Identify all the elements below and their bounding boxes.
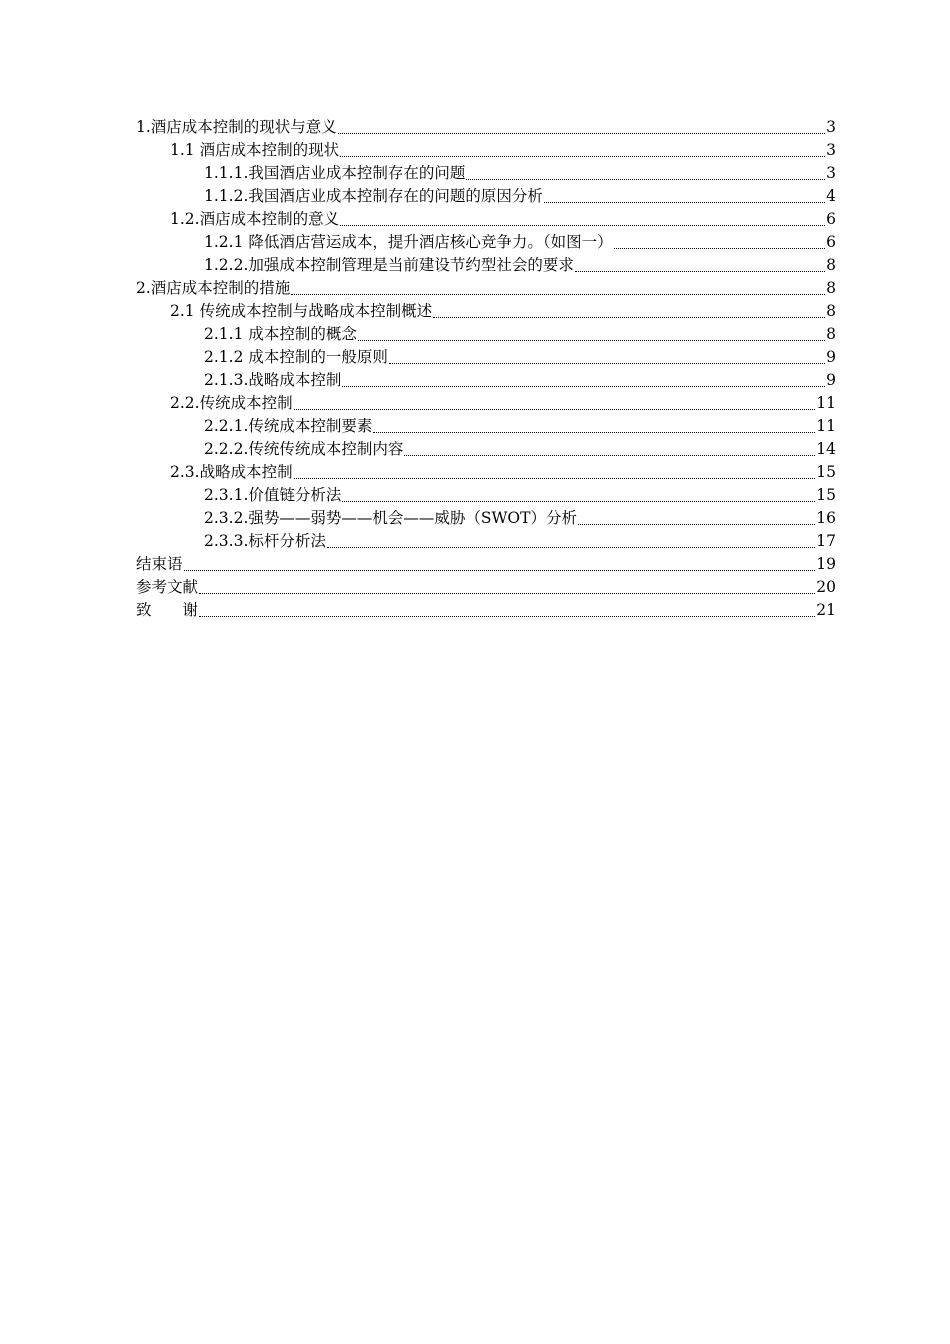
toc-entry-page: 8 xyxy=(826,279,836,297)
toc-entry-page: 15 xyxy=(816,486,836,504)
toc-dot-leader xyxy=(338,133,825,134)
toc-entry-title: 2.1.2 成本控制的一般原则 xyxy=(204,348,388,366)
toc-entry-title: 2.2.2.传统传统成本控制内容 xyxy=(204,440,404,458)
toc-entry-title: 1.2.2.加强成本控制管理是当前建设节约型社会的要求 xyxy=(204,256,574,274)
toc-entry-page: 11 xyxy=(816,417,836,435)
toc-entry-page: 16 xyxy=(816,509,836,527)
toc-entry-page: 19 xyxy=(816,555,836,573)
toc-entry-title: 2.酒店成本控制的措施 xyxy=(136,279,291,297)
toc-entry-page: 6 xyxy=(826,233,836,251)
toc-dot-leader xyxy=(433,317,825,318)
toc-entry-page: 20 xyxy=(816,578,836,596)
toc-dot-leader xyxy=(291,294,825,295)
toc-entry-page: 9 xyxy=(826,348,836,366)
toc-entry[interactable] xyxy=(136,322,836,345)
toc-entry-title: 1.1 酒店成本控制的现状 xyxy=(170,141,340,159)
toc-entry-title: 2.3.2.强势——弱势——机会——威胁（SWOT）分析 xyxy=(204,509,577,527)
toc-entry[interactable] xyxy=(136,460,836,483)
toc-entry[interactable] xyxy=(136,345,836,368)
toc-entry-page: 15 xyxy=(816,463,836,481)
toc-entry[interactable] xyxy=(136,253,836,276)
toc-entry[interactable] xyxy=(136,483,836,506)
toc-dot-leader xyxy=(294,409,816,410)
toc-dot-leader xyxy=(340,225,825,226)
toc-dot-leader xyxy=(340,156,825,157)
toc-entry-page: 4 xyxy=(826,187,836,205)
toc-entry-title: 结束语 xyxy=(136,555,183,573)
toc-entry-title: 2.1 传统成本控制与战略成本控制概述 xyxy=(170,302,433,320)
table-of-contents xyxy=(136,115,836,621)
toc-dot-leader xyxy=(373,432,815,433)
toc-entry-title: 2.3.战略成本控制 xyxy=(170,463,293,481)
toc-dot-leader xyxy=(342,386,825,387)
toc-entry-page: 9 xyxy=(826,371,836,389)
toc-entry-title: 2.3.1.价值链分析法 xyxy=(204,486,342,504)
toc-dot-leader xyxy=(466,179,825,180)
toc-entry-title: 2.2.传统成本控制 xyxy=(170,394,293,412)
toc-dot-leader xyxy=(389,363,825,364)
toc-entry-title: 1.酒店成本控制的现状与意义 xyxy=(136,118,337,136)
toc-entry-page: 8 xyxy=(826,325,836,343)
toc-entry-title: 1.2.酒店成本控制的意义 xyxy=(170,210,340,228)
toc-entry[interactable] xyxy=(136,184,836,207)
toc-entry-title: 1.2.1 降低酒店营运成本，提升酒店核心竞争力。（如图一） xyxy=(204,233,613,251)
toc-entry-page: 11 xyxy=(816,394,836,412)
toc-dot-leader xyxy=(614,248,826,249)
toc-dot-leader xyxy=(199,593,815,594)
toc-dot-leader xyxy=(199,616,815,617)
toc-entry-page: 3 xyxy=(826,118,836,136)
toc-entry[interactable] xyxy=(136,529,836,552)
toc-entry[interactable] xyxy=(136,437,836,460)
toc-entry[interactable] xyxy=(136,138,836,161)
toc-entry[interactable] xyxy=(136,598,836,621)
toc-entry[interactable] xyxy=(136,161,836,184)
toc-entry[interactable] xyxy=(136,368,836,391)
toc-dot-leader xyxy=(404,455,815,456)
toc-entry-page: 3 xyxy=(826,141,836,159)
toc-entry[interactable] xyxy=(136,299,836,322)
toc-entry-title: 参考文献 xyxy=(136,578,199,596)
toc-dot-leader xyxy=(342,501,815,502)
toc-entry-title: 2.2.1.传统成本控制要素 xyxy=(204,417,373,435)
toc-entry[interactable] xyxy=(136,391,836,414)
toc-entry[interactable] xyxy=(136,575,836,598)
toc-entry[interactable] xyxy=(136,276,836,299)
toc-dot-leader xyxy=(294,478,816,479)
toc-entry[interactable] xyxy=(136,230,836,253)
toc-entry-title: 2.1.1 成本控制的概念 xyxy=(204,325,357,343)
toc-entry-page: 6 xyxy=(826,210,836,228)
toc-entry-title: 2.3.3.标杆分析法 xyxy=(204,532,326,550)
toc-dot-leader xyxy=(327,547,815,548)
toc-dot-leader xyxy=(358,340,825,341)
toc-entry[interactable] xyxy=(136,506,836,529)
toc-entry-page: 3 xyxy=(826,164,836,182)
toc-entry-title: 致 谢 xyxy=(136,601,199,619)
toc-entry-page: 17 xyxy=(816,532,836,550)
toc-dot-leader xyxy=(544,202,825,203)
toc-entry-page: 14 xyxy=(816,440,836,458)
toc-entry-title: 1.1.2.我国酒店业成本控制存在的问题的原因分析 xyxy=(204,187,543,205)
toc-entry[interactable] xyxy=(136,115,836,138)
toc-dot-leader xyxy=(184,570,816,571)
toc-entry[interactable] xyxy=(136,414,836,437)
toc-dot-leader xyxy=(578,524,815,525)
toc-entry-page: 8 xyxy=(826,256,836,274)
toc-entry-page: 21 xyxy=(816,601,836,619)
toc-entry-title: 2.1.3.战略成本控制 xyxy=(204,371,342,389)
toc-dot-leader xyxy=(575,271,825,272)
toc-entry-page: 8 xyxy=(826,302,836,320)
toc-entry[interactable] xyxy=(136,552,836,575)
toc-entry-title: 1.1.1.我国酒店业成本控制存在的问题 xyxy=(204,164,466,182)
toc-entry[interactable] xyxy=(136,207,836,230)
